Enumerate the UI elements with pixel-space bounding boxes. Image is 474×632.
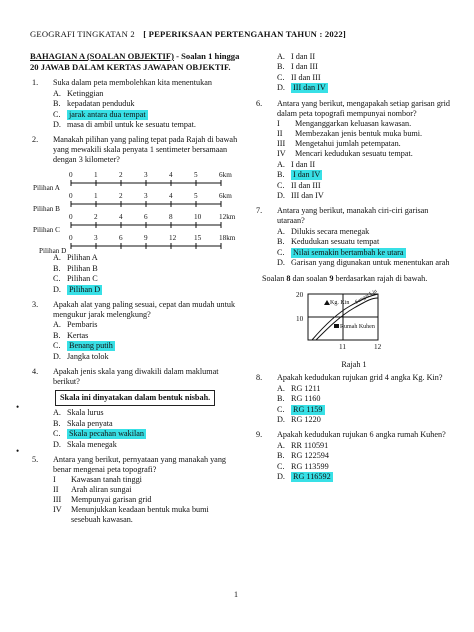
scale-tick-label: 15 (194, 234, 202, 242)
scale-label-c: Pilihan C (33, 226, 60, 234)
option[interactable]: A. I dan II (277, 51, 316, 61)
option[interactable]: B. RG 122594 (277, 451, 329, 460)
option[interactable]: A. Pilihan A (53, 253, 98, 262)
option[interactable]: B. I dan III (277, 62, 318, 71)
scale-tick-label: 6km (219, 192, 232, 200)
option[interactable]: A. I dan II (277, 159, 316, 169)
margin-dot: • (16, 446, 20, 456)
statement: II Arah aliran sungai (53, 484, 132, 494)
section-title: BAHAGIAN A (SOALAN OBJEKTIF) - Soalan 1 hingga 20 JAWAB DALAM KERTAS JAWAPAN OBJEKTIF. (30, 51, 240, 72)
option[interactable]: C. RG 113599 (277, 461, 329, 471)
scale-tick-label: 10 (194, 213, 202, 221)
page-number: 1 (234, 590, 238, 599)
scale-tick-label: 6km (219, 171, 232, 179)
scale-tick-label: 1 (94, 171, 98, 179)
question-9: 9. Apakah kedudukan rujukan 6 angka rumah Kuhen? A. RR 110591 B. RG 122594 C. RG 113599 D. RG 116592 (254, 430, 454, 482)
option[interactable]: A. Pembaris (53, 320, 98, 329)
option[interactable]: A. Ketinggian (53, 88, 104, 98)
option-answer[interactable]: D. RG 116592 (277, 472, 331, 481)
option[interactable]: C. II dan III (277, 180, 321, 190)
question-5: 5. Antara yang berikut, pernyataan yang manakah yang benar mengenai peta topografi? I Kawasan tanah tinggi II Arah aliran sungai III Mempunyai garisan grid IV Menunjukkan keadaan bentuk muka bumi sesebuah kawasan. (30, 455, 240, 525)
scale-tick-label: 4 (119, 213, 123, 221)
scale-tick-label: 9 (144, 234, 148, 242)
question-1: 1. Suka dalam peta membolehkan kita menentukan A. Ketinggian B. kepadatan penduduk C. jarak antara dua tempat D. masa di ambil untuk ke sesuatu tempat. (30, 78, 240, 130)
figure-caption: Rajah 1 (341, 360, 367, 369)
page-header (30, 29, 346, 39)
scale-tick-label: 8 (169, 213, 173, 221)
scale-tick-label: 5 (194, 171, 198, 179)
scale-tick-label: 3 (94, 234, 98, 242)
grid-map: 20 10 11 12 Kg. Kin Rumah Kuhen Sungai Liu (304, 288, 454, 358)
header-subject: GEOGRAFI TINGKATAN 2 (30, 29, 135, 39)
question-6: 6. Antara yang berikut, mengapakah setiap garisan grid dalam peta topografi mempunyai nombor? I Menganggarkan keluasan kawasan. II Membezakan jenis bentuk muka bumi. III Mengetahui jumlah petempatan. IV Mencari kedudukan sesuatu tempat. A. I dan II B. I dan IV C. II dan III D. III dan IV (254, 99, 454, 201)
statement: IV Mencari kedudukan sesuatu tempat. (277, 149, 413, 158)
option-answer[interactable]: C. jarak antara dua tempat (53, 109, 146, 119)
question-8: 8. Apakah kedudukan rujukan grid 4 angka Kg. Kin? A. RG 1211 B. RG 1160 C. RG 1159 D. RG 1220 (254, 373, 454, 425)
scale-tick-label: 2 (119, 192, 123, 200)
question-4: 4. Apakah jenis skala yang diwakili dalam maklumat berikut? Skala ini dinyatakan dalam bentuk nisbah. A. Skala lurus B. Skala penyata C. Skala pecahan wakilan D. Skala menegak (30, 367, 240, 450)
option-answer[interactable]: C. Nilai semakin bertambah ke utara (277, 247, 404, 257)
scale-label-d: Pilihan D (39, 247, 67, 255)
option-answer[interactable]: D. III dan IV (277, 83, 326, 92)
option[interactable]: D. Jangka tolok (53, 351, 109, 361)
option[interactable]: B. kepadatan penduduk (53, 99, 135, 108)
scale-tick-label: 12km (219, 213, 236, 221)
option-answer[interactable]: D. Pilihan D (53, 284, 101, 294)
option-answer[interactable]: B. I dan IV (277, 170, 321, 179)
option[interactable]: C. Pilihan C (53, 274, 98, 283)
info-box: Skala ini dinyatakan dalam bentuk nisbah. (55, 390, 215, 406)
option-answer[interactable]: C. Skala pecahan wakilan (53, 429, 145, 438)
question-7: 7. Antara yang berikut, manakah ciri-ciri garisan utaraan? A. Dilukis secara menegak B. Kedudukan sesuatu tempat C. Nilai semakin bertambah ke utara D. Garisan yang digunakan untuk menentukan arah (254, 206, 454, 268)
statement: I Menganggarkan keluasan kawasan. (277, 119, 412, 128)
question-text: Apakah kedudukan rujukan 6 angka rumah Kuhen? (277, 430, 446, 439)
question-text: Apakah jenis skala yang diwakili dalam maklumat berikut? (53, 366, 219, 386)
margin-dot: • (16, 402, 20, 412)
scale-tick-label: 12 (169, 234, 177, 242)
scale-tick-label: 2 (94, 213, 98, 221)
scale-tick-label: 0 (69, 192, 73, 200)
scale-tick-label: 4 (169, 171, 173, 179)
intro-q8-q9: Soalan 8 dan soalan 9 berdasarkan rajah di bawah. (262, 274, 428, 283)
scale-tick-label: 4 (169, 192, 173, 200)
option-answer[interactable]: C. RG 1159 (277, 404, 323, 414)
statement: I Kawasan tanah tinggi (53, 474, 142, 484)
option[interactable]: D. RG 1220 (277, 415, 321, 424)
scale-tick-label: 3 (144, 171, 148, 179)
question-5-options (254, 52, 454, 94)
scale-tick-label: 3 (144, 192, 148, 200)
option[interactable]: C. II dan III (277, 72, 321, 82)
left-column (30, 51, 240, 530)
question-2: 2. Manakah pilihan yang paling tepat pada Rajah di bawah yang mewakili skala penyata 1 sentimeter bersamaan dengan 3 kilometer? Pilihan A Pilihan B Pilihan C Pilihan D 0 1 2 3 4 5 6km 0 1 2 3 4 5 6km 0 2 4 6 8 10 12km 0 3 6 9 12 15 18km A. Pilihan A B. Pilihan B C. Pilihan C D. Pilihan D (30, 135, 240, 295)
question-text: Antara yang berikut, mengapakah setiap garisan grid dalam peta topografi mempunyai nombor? (277, 99, 451, 118)
statement: II Membezakan jenis bentuk muka bumi. (277, 129, 423, 138)
scale-tick-label: 18km (219, 234, 236, 242)
option[interactable]: B. Skala penyata (53, 418, 113, 428)
question-text: Antara yang berikut, manakah ciri-ciri garisan utaraan? (277, 206, 429, 225)
statement: III Mengetahui jumlah petempatan. (277, 139, 401, 148)
river-label: Sungai Liu (354, 288, 379, 306)
scale-lines (53, 169, 243, 251)
header-exam: [ PEPERIKSAAN PERTENGAHAN TAHUN : 2022] (143, 29, 346, 39)
scale-label-a: Pilihan A (33, 184, 60, 192)
question-3: 3. Apakah alat yang paling sesuai, cepat dan mudah untuk mengukur jarak melengkung? A. Pembaris B. Kertas C. Benang putih D. Jangka tolok (30, 300, 240, 362)
scale-tick-label: 0 (69, 234, 73, 242)
option[interactable]: D. Skala menegak (53, 439, 117, 449)
option-answer[interactable]: C. Benang putih (53, 341, 113, 350)
statement: IV Menunjukkan keadaan bentuk muka bumi sesebuah kawasan. (53, 504, 209, 524)
option[interactable]: B. Kedudukan sesuatu tempat (277, 237, 380, 246)
question-text: Suka dalam peta membolehkan kita menentukan (53, 78, 212, 87)
scale-tick-label: 1 (94, 192, 98, 200)
option[interactable]: A. RR 110591 (277, 440, 329, 450)
option[interactable]: B. Pilihan B (53, 263, 98, 273)
right-column (254, 51, 454, 487)
option[interactable]: A. Skala lurus (53, 408, 104, 417)
question-text: Manakah pilihan yang paling tepat pada Rajah di bawah yang mewakili skala penyata 1 sentimeter bersamaan dengan 3 kilometer? (53, 135, 238, 164)
option[interactable]: B. Kertas (53, 330, 89, 340)
option[interactable]: A. RG 1211 (277, 383, 321, 393)
option[interactable]: A. Dilukis secara menegak (277, 226, 370, 236)
option[interactable]: D. III dan IV (277, 191, 324, 200)
place-rumah-kuhen: Rumah Kuhen (340, 324, 375, 330)
scale-label-b: Pilihan B (33, 205, 60, 213)
scale-tick-label: 2 (119, 171, 123, 179)
question-text: Antara yang berikut, pernyataan yang manakah yang benar mengenai peta topografi? (53, 454, 227, 474)
scale-tick-label: 0 (69, 171, 73, 179)
scale-tick-label: 6 (144, 213, 148, 221)
scale-tick-label: 0 (69, 213, 73, 221)
place-kg-kin: Kg. Kin (330, 300, 350, 306)
statement: III Mempunyai garisan grid (53, 494, 152, 504)
scale-tick-label: 6 (119, 234, 123, 242)
question-text: Apakah kedudukan rujukan grid 4 angka Kg. Kin? (277, 373, 443, 382)
scale-tick-label: 5 (194, 192, 198, 200)
option[interactable]: B. RG 1160 (277, 394, 321, 403)
option[interactable]: D. Garisan yang digunakan untuk menentukan arah (277, 258, 450, 267)
option[interactable]: D. masa di ambil untuk ke sesuatu tempat. (53, 120, 196, 129)
question-text: Apakah alat yang paling sesuai, cepat dan mudah untuk mengukur jarak melengkung? (53, 299, 236, 319)
